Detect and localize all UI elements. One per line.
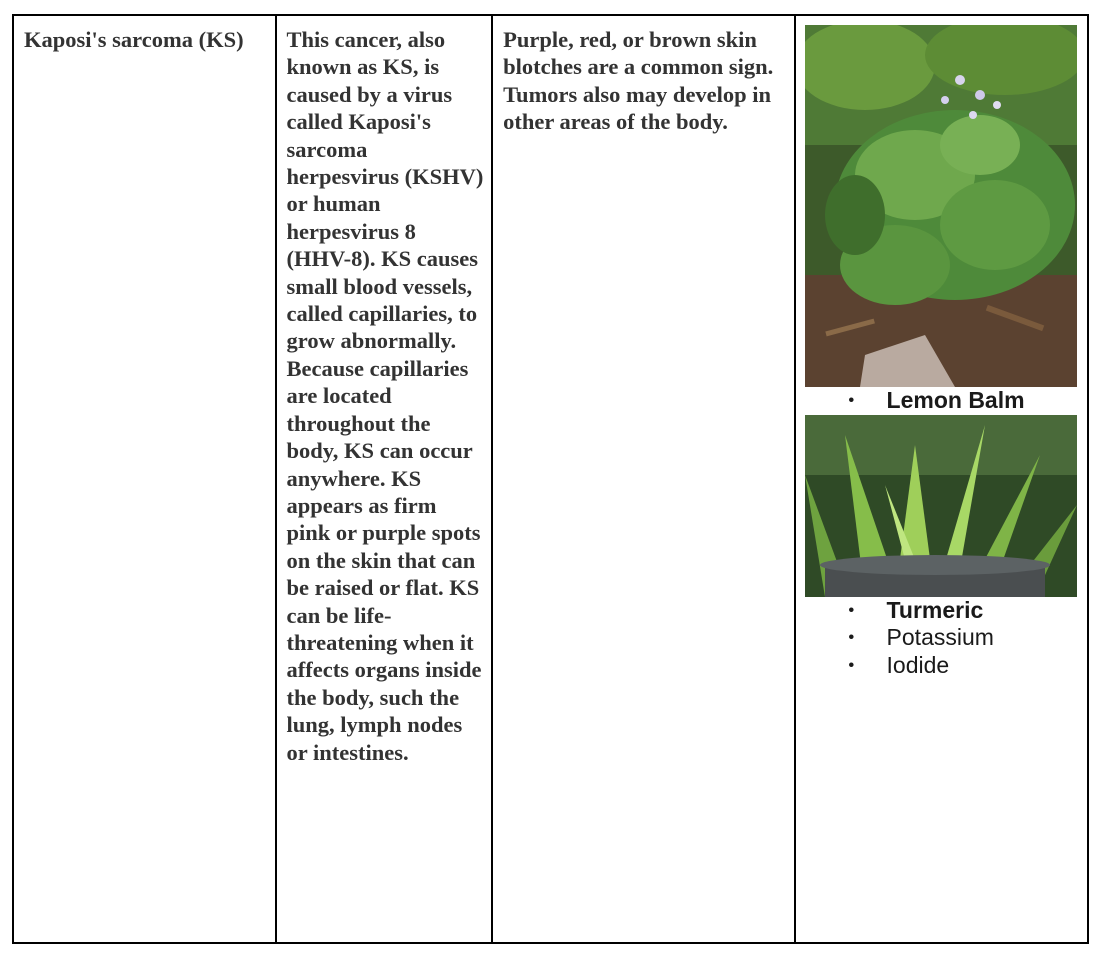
remedy-label: Iodide bbox=[886, 651, 950, 678]
condition-cell bbox=[14, 16, 277, 942]
condition-description: This cancer, also known as KS, is caused by a virus called Kaposi's sarcoma herpesvirus (KSHV) or human herpesvirus 8 (HHV-8). KS causes small blood vessels, called capillaries, to grow abnormally. Because capillaries are located throughout the body, KS can occur anywhere. KS appears as firm pink or purple spots on the skin that can be raised or flat. KS can be life-threatening when it affects organs inside the body, such the lung, lymph nodes or intestines. bbox=[286, 27, 484, 765]
turmeric-image bbox=[805, 415, 1077, 597]
condition-name: Kaposi's sarcoma (KS) bbox=[24, 27, 244, 52]
remedy-item bbox=[805, 652, 1077, 680]
lemon-balm-photo bbox=[805, 25, 1077, 387]
remedy-label: Potassium bbox=[886, 624, 994, 650]
turmeric-photo bbox=[805, 415, 1077, 597]
bullet-icon: • bbox=[848, 392, 855, 409]
condition-symptoms: Purple, red, or brown skin blotches are a common sign. Tumors also may develop in other areas of the body. bbox=[503, 27, 774, 135]
bullet-icon: • bbox=[848, 656, 855, 674]
remedy-label: Turmeric bbox=[886, 596, 984, 623]
symptoms-cell bbox=[493, 16, 795, 942]
description-cell bbox=[277, 16, 494, 942]
remedy-list-first bbox=[805, 387, 1077, 415]
remedy-item bbox=[805, 597, 1077, 625]
lemon-balm-image bbox=[805, 25, 1077, 387]
remedies-cell bbox=[796, 16, 1087, 942]
remedy-label: Lemon Balm bbox=[886, 387, 1025, 413]
bullet-icon: • bbox=[848, 601, 855, 619]
remedy-item bbox=[805, 387, 1077, 415]
bullet-icon: • bbox=[848, 629, 855, 646]
kaposi-sarcoma-table bbox=[12, 14, 1089, 944]
remedy-list-second bbox=[805, 597, 1077, 680]
remedy-item bbox=[805, 624, 1077, 652]
